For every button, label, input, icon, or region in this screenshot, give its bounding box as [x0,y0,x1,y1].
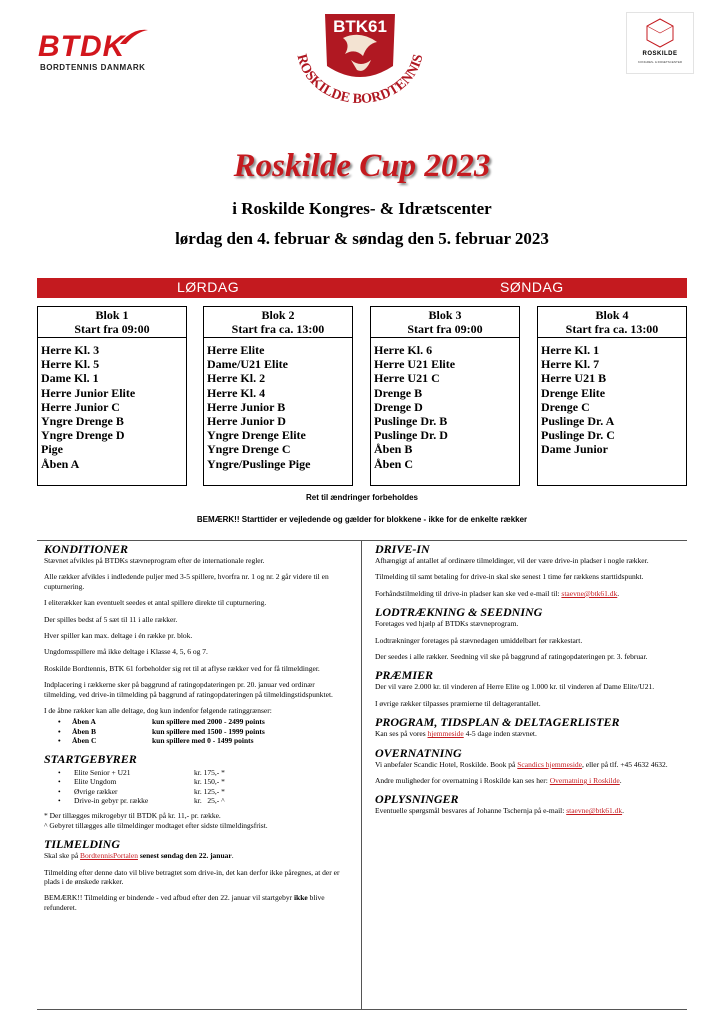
paragraph: Der seedes i alle rækker. Seedning vil ske på baggrund af ratingopdateringen pr. 3. februar. [375,652,648,662]
paragraph: Afhængigt af antallet af ordinære tilmeldinger, vil der være drive-in pladser i nogle rækker. [375,556,649,565]
heading-overnatning: OVERNATNING [375,745,462,760]
paragraph: Stævnet afvikles på BTDKs stævneprogram efter de internationale regler. [44,556,265,565]
scandic-link[interactable]: Scandics hjemmeside [517,759,583,769]
list-item: Drenge Elite [541,385,606,400]
bullet-icon: • [58,795,61,805]
paragraph [375,589,680,598]
block-start-time: Start fra 09:00 [407,322,483,336]
text-span: Skal ske på [44,851,81,861]
paragraph: Roskilde Bordtennis, BTK 61 forbeholder sig ret til at aflyse rækker ved for få tilmeldinger. [44,663,320,673]
start-time-remark: BEMÆRK!! Starttider er vejledende og gælder for blokkene - ikke for de enkelte rækker [196,515,528,524]
text-span: 4-5 dage inden stævnet. [463,729,537,739]
divider [37,540,687,541]
list-item: Åben A [41,456,80,471]
text-span: , eller på tlf. +45 4632 4632. [582,759,668,769]
table-cell: Drive-in gebyr pr. række [74,795,149,805]
list-item: Dame Kl. 1 [41,371,99,386]
heading-tilmelding: TILMELDING [44,837,121,852]
text-span: . [619,776,622,786]
column-divider [361,541,362,1009]
date-line: lørdag den 4. februar & søndag den 5. februar 2023 [175,229,549,248]
list-item: Yngre/Puslinge Pige [207,456,311,471]
paragraph: Der spilles bedst af 5 sæt til 11 i alle rækker. [44,614,178,624]
left-column [44,542,344,919]
table-cell: kr. 150,- * [194,777,225,787]
table-row [58,727,265,736]
block-4 [537,306,687,486]
table-cell: kun spillere med 1500 - 1999 points [152,726,265,736]
paragraph [375,806,680,815]
table-cell: Åben B [72,726,96,736]
bullet-icon: • [58,767,61,777]
btdk-swoosh-icon [118,26,150,46]
bullet-icon: • [58,717,61,727]
block-header [204,307,352,338]
bordtennisportalen-link[interactable]: BordtennisPortalen [80,851,138,861]
block-header [538,307,686,338]
paragraph [375,760,680,769]
fee-footnote: * Der tillægges mikrogebyr til BTDK på kr. 11,- pr. række. [44,811,221,821]
block-class-list [204,338,352,471]
paragraph: Lodtrækninger foretages på stævnedagen umiddelbart før rækkestart. [375,635,583,645]
block-class-list [371,338,519,471]
table-row [58,796,225,805]
block-header [38,307,186,338]
text-span: Kan ses på vores [375,729,428,739]
roskilde-logo-word: ROSKILDE [642,51,678,57]
block-1 [37,306,187,486]
block-header [371,307,519,338]
block-start-time: Start fra 09:00 [74,322,150,336]
block-title: Blok 2 [261,308,295,322]
list-item: Dame/U21 Elite [207,357,288,372]
list-item: Drenge D [374,399,423,414]
bullet-icon: • [58,736,61,746]
paragraph [44,851,344,860]
roskilde-logo-tagline: KONGRES- & IDRÆTSCENTER [637,60,682,64]
deadline-text: senest søndag den 22. januar [137,851,232,861]
btdk-logo-word: BTDK [38,30,126,63]
heading-praemier: PRÆMIER [375,668,434,683]
paragraph [44,893,344,912]
table-cell: Øvrige rækker [74,786,118,796]
right-column [375,542,680,823]
btk61-ring-text: ROSKILDE BORDTENNIS [293,52,427,108]
block-title: Blok 3 [428,308,462,322]
list-item: Åben C [374,456,414,471]
list-item: Herre Junior B [207,399,286,414]
list-item: Yngre Drenge C [207,442,291,457]
list-item: Pige [41,442,63,457]
paragraph: I eliterækker kan eventuelt seedes et antal spillere direkte til cupturnering. [44,598,267,608]
day-band [37,278,687,298]
changes-note: Ret til ændringer forbeholdes [305,493,418,502]
block-title: Blok 4 [595,308,629,322]
fee-footnote: ^ Gebyret tillægges alle tilmeldinger modtaget efter sidste tilmeldingsfrist. [44,820,268,830]
text-span: Eventuelle spørgsmål besvares af Johanne Tschernja på e-mail: [375,806,567,816]
block-title: Blok 1 [95,308,129,322]
text-span: Forhåndstilmelding til drive-in pladser kan ske ved e-mail til: [375,588,562,598]
table-cell: Åben C [72,736,97,746]
table-row [58,777,225,786]
list-item: Yngre Drenge D [41,428,125,443]
text-span: . [617,588,620,598]
table-cell: Elite Ungdom [74,777,117,787]
text-span: Vi anbefaler Scandic Hotel, Roskilde. Book på [375,759,518,769]
list-item: Herre Kl. 3 [41,343,100,357]
bullet-icon: • [58,786,61,796]
table-row [58,736,265,745]
list-item: Åben B [374,442,413,457]
roskilde-logo [626,12,694,74]
bullet-icon: • [58,726,61,736]
list-item: Yngre Drenge B [41,414,124,429]
list-item: Herre Kl. 1 [541,343,600,357]
day-label-saturday: LØRDAG [177,279,240,295]
heading-drive-in: DRIVE-IN [375,542,430,556]
list-item: Herre Kl. 6 [374,343,433,357]
venue-line: i Roskilde Kongres- & Idrætscenter [232,199,492,218]
table-cell: kun spillere med 2000 - 2499 points [152,717,265,727]
block-class-list [538,338,686,457]
paragraph: Alle rækker afvikles i indledende puljer med 3-5 spillere, hvorfra nr. 1 og nr. 2 går videre til en cupturnering. [44,572,329,591]
text-span: blive refunderet. [44,893,325,912]
divider [37,1009,687,1010]
heading-oplysninger: OPLYSNINGER [375,792,459,807]
paragraph: Foretages ved hjælp af BTDKs stævneprogram. [375,619,519,629]
paragraph: Der vil være 2.000 kr. til vinderen af Herre Elite og 1.000 kr. til vinderen af Dame Elite/U21. [375,682,655,692]
paragraph: Tilmelding til samt betaling for drive-in skal ske senest 1 time før rækkens starttidspunkt. [375,572,644,582]
day-label-sunday: SØNDAG [500,279,564,295]
table-row [58,768,225,777]
list-item: Puslinge Dr. D [374,428,448,443]
list-item: Herre Kl. 5 [41,357,100,372]
list-item: Puslinge Dr. A [541,414,615,429]
list-item: Herre Junior D [207,414,286,429]
list-item: Drenge C [541,399,590,414]
bullet-icon: • [58,777,61,787]
table-cell: kr. 125,- * [194,786,225,796]
block-start-time: Start fra ca. 13:00 [231,322,325,336]
table-row [58,717,265,726]
btdk-logo-subtitle: BORDTENNIS DANMARK [40,63,146,72]
roskilde-polygon-icon [627,13,693,53]
list-item: Herre U21 B [541,371,607,386]
block-start-time: Start fra ca. 13:00 [565,322,659,336]
list-item: Herre Kl. 7 [541,357,600,372]
list-item: Herre Junior Elite [41,385,136,400]
list-item: Herre Kl. 4 [207,385,266,400]
paragraph: Indplacering i rækkerne sker på baggrund af ratingopdateringen pr. 20. januar ved ordinær tilmelding, ved drive-in tilmelding på baggrund af ratingopdateringen på tilmeldingstidspunktet. [44,680,333,699]
paragraph [375,729,680,738]
table-cell: kr. 175,- * [194,767,225,777]
list-item: Herre Elite [207,343,265,357]
paragraph: Ungdomsspillere må ikke deltage i Klasse 4, 5, 6 og 7. [44,647,208,657]
text-span: . [231,851,234,861]
email-link[interactable]: staevne@btk61.dk [566,806,623,816]
overnatning-link[interactable]: Overnatning i Roskilde [549,776,620,786]
fee-table [58,768,225,806]
page-title: Roskilde Cup 2023 [233,148,491,184]
text-span: BEMÆRK!! Tilmelding er bindende - ved afbud efter den 22. januar vil startgebyr [44,893,294,903]
list-item: Herre U21 Elite [374,357,456,372]
list-item: Drenge B [374,385,423,400]
list-item: Herre Junior C [41,399,120,414]
table-cell: Elite Senior + U21 [74,767,131,777]
list-item: Yngre Drenge Elite [207,428,306,443]
heading-konditioner: KONDITIONER [44,542,129,556]
table-cell: Åben A [72,717,96,727]
list-item: Puslinge Dr. B [374,414,448,429]
block-3 [370,306,520,486]
homepage-link[interactable]: hjemmeside [427,729,464,739]
list-item: Herre Kl. 2 [207,371,266,386]
text-span: . [622,806,624,816]
table-cell: kun spillere med 0 - 1499 points [152,736,254,746]
emphasis-text: ikke [293,893,308,903]
btk61-logo-text: BTK61 [333,17,387,36]
table-cell: kr. 25,- ^ [194,795,225,805]
block-class-list [38,338,186,471]
paragraph: Tilmelding efter denne dato vil blive betragtet som drive-in, det kan derfor ikke påregnes, at der er plads i de ønskede rækker. [44,867,340,886]
table-row [58,787,225,796]
heading-program: PROGRAM, TIDSPLAN & DELTAGERLISTER [375,715,620,730]
list-item: Puslinge Dr. C [541,428,615,443]
btk61-emblem-icon [285,8,435,108]
heading-lodtraekning: LODTRÆKNING & SEEDNING [375,605,543,620]
paragraph: I de åbne rækker kan alle deltage, dog kun indenfor følgende ratinggrænser: [44,706,272,716]
btk61-logo [285,8,435,108]
rating-limits-table [58,717,265,745]
block-2 [203,306,353,486]
email-link[interactable]: staevne@btk61.dk [561,588,618,598]
list-item: Herre U21 C [374,371,440,386]
text-span: Andre muligheder for overnatning i Roskilde kan ses her: [375,776,550,786]
paragraph: I øvrige rækker tilpasses præmierne til deltagerantallet. [375,698,541,708]
paragraph: Hver spiller kan max. deltage i én række pr. blok. [44,631,193,641]
heading-startgebyrer: STARTGEBYRER [44,751,137,766]
list-item: Dame Junior [541,442,608,457]
paragraph [375,776,680,785]
